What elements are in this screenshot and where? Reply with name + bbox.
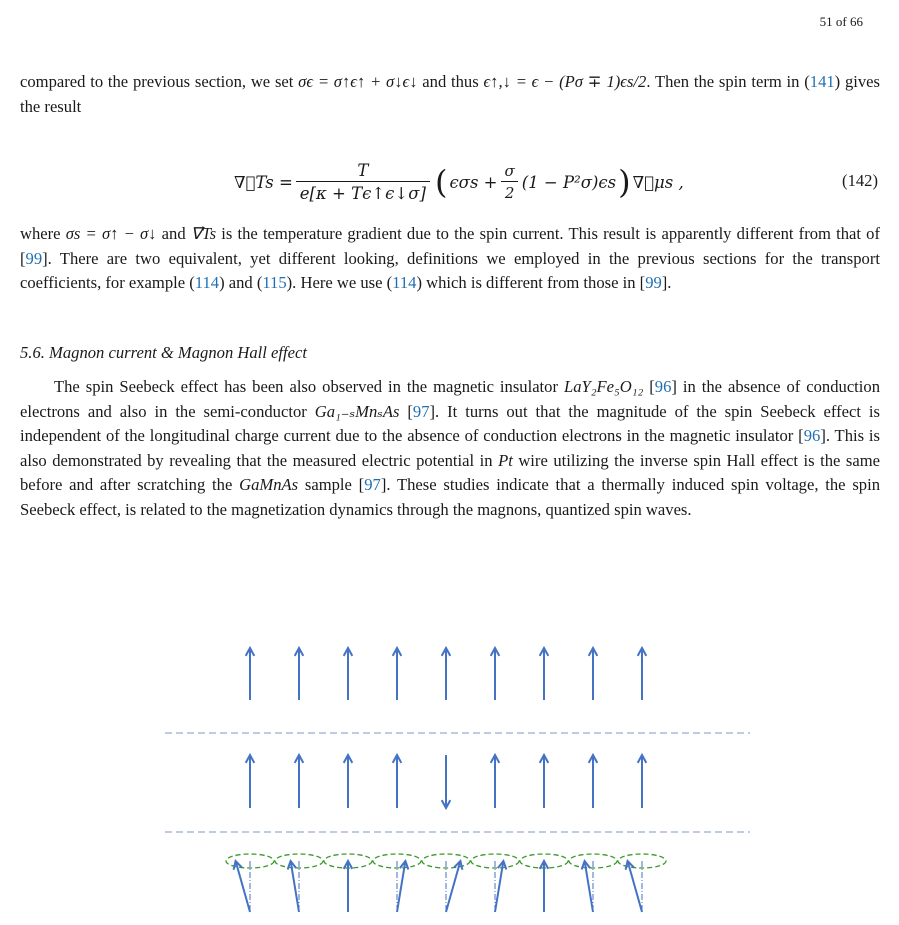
- spin-arrow-up-head: [344, 755, 353, 763]
- precessing-spin-arrow: [628, 861, 642, 912]
- spin-arrow-up-head: [393, 648, 402, 656]
- precessing-spin-arrow-head: [582, 861, 591, 869]
- spin-arrow-up-head: [540, 755, 549, 763]
- precession-ellipse: [226, 854, 274, 868]
- precession-ellipse: [618, 854, 666, 868]
- precession-ellipse: [324, 854, 372, 868]
- equation-number: (142): [842, 171, 878, 190]
- spin-arrow-up-head: [246, 755, 255, 763]
- chemical-formula: LaY₂Fe₅O₁₂: [563, 377, 644, 396]
- equation-half-fraction: $\frac{\sigma}{2}$: [500, 162, 518, 202]
- precessing-spin-arrow: [495, 861, 503, 912]
- citation-link[interactable]: 96: [654, 377, 672, 396]
- spin-arrow-down-head: [442, 800, 451, 808]
- citation-link[interactable]: 99: [25, 248, 43, 268]
- paragraph-1: compared to the previous section, we set σϵ = σ↑ϵ↑ + σ↓ϵ↓ and thus ϵ↑,↓ = ϵ − (Pσ ∓ 1)ϵs/2. Then the spin term in (141) gives the result: [20, 72, 880, 116]
- equation-term1: ϵσs +: [449, 172, 498, 192]
- precessing-spin-arrow-head: [344, 861, 353, 869]
- spin-arrow-up-head: [540, 648, 549, 656]
- chemical-formula: Pt: [498, 450, 513, 470]
- precessing-spin-arrow: [585, 861, 593, 912]
- precessing-spin-arrow: [397, 861, 405, 912]
- spin-arrow-up-head: [295, 648, 304, 656]
- precessing-spin-arrow: [291, 861, 299, 912]
- equation-ref-link[interactable]: 141: [809, 72, 835, 91]
- precessing-spin-arrow-head: [540, 861, 549, 869]
- spin-arrow-up-head: [442, 648, 451, 656]
- citation-link[interactable]: 96: [803, 426, 821, 445]
- equation-142: [0, 154, 899, 210]
- precession-ellipse: [520, 854, 568, 868]
- paragraph-3: The spin Seebeck effect has been also observed in the magnetic insulator LaY₂Fe₅O₁₂ [96] in the absence of conduction electrons and also in the semi-conductor Ga₁₋ₛMnₛAs [97]. It turns out that the magnitude of the spin Seebeck effect is independent of the longitudinal charge current due to the absence of conduction electrons in the magnetic insulator [96]. This is also demonstrated by revealing that the measured electric potential in Pt wire utilizing the inverse spin Hall effect is the same before and after scratching the GaMnAs sample [97]. These studies indicate that a thermally induced spin voltage, the spin Seebeck effect, is related to the magnetization dynamics through the magnons, quantized spin waves.: [20, 377, 881, 519]
- equation-fraction: $\frac{T}{e[\kappa + T\epsilon↑\epsilon↓\sigma]}$: [296, 161, 430, 203]
- precessing-spin-arrow-head: [400, 861, 409, 869]
- spin-arrow-up-head: [589, 648, 598, 656]
- paren-open: (: [434, 163, 448, 201]
- page-number: 51 of 66: [819, 14, 863, 29]
- precession-ellipse: [471, 854, 519, 868]
- equation-ref-link[interactable]: 115: [262, 273, 287, 292]
- precessing-spin-arrow-head: [626, 861, 634, 870]
- precessing-spin-arrow-head: [234, 861, 242, 870]
- equation-lhs: ∇⃗Ts =: [234, 172, 293, 192]
- spin-arrow-up-head: [491, 755, 500, 763]
- spin-arrow-up-head: [393, 755, 402, 763]
- equation-ref-link[interactable]: 114: [392, 273, 417, 292]
- spin-arrow-up-head: [246, 648, 255, 656]
- math-inline: ϵ↑,↓ = ϵ − (Pσ ∓ 1)ϵs/2: [483, 72, 647, 91]
- paragraph-2: where σs = σ↑ − σ↓ and ∇⃗Ts is the temperature gradient due to the spin current. This result is apparently different from that of [99]. There are two equivalent, yet different looking, definitions we employed in the previous sections for the transport coefficients, for example (114) and (115). Here we use (114) which is different from those in [99].: [20, 224, 880, 292]
- precession-ellipse: [422, 854, 470, 868]
- math-inline: σϵ = σ↑ϵ↑ + σ↓ϵ↓: [298, 72, 418, 91]
- precessing-spin-arrow: [236, 861, 250, 912]
- equation-term2: (1 − P²σ)ϵs: [521, 172, 617, 192]
- precession-ellipse: [275, 854, 323, 868]
- precessing-spin-arrow: [446, 861, 460, 912]
- precession-ellipse: [373, 854, 421, 868]
- precession-ellipse: [569, 854, 617, 868]
- precessing-spin-arrow-head: [454, 861, 462, 870]
- precessing-spin-arrow-head: [288, 861, 297, 869]
- spin-arrow-up-head: [344, 648, 353, 656]
- spin-arrow-up-head: [491, 648, 500, 656]
- paren-close: ): [618, 163, 631, 201]
- chemical-formula: Ga₁₋ₛMnₛAs: [314, 401, 400, 421]
- chemical-formula: GaMnAs: [239, 475, 299, 494]
- spin-arrow-up-head: [589, 755, 598, 763]
- spin-arrow-up-head: [638, 648, 647, 656]
- precessing-spin-arrow-head: [498, 861, 507, 869]
- section-heading: 5.6. Magnon current & Magnon Hall effect: [20, 343, 307, 362]
- spin-arrow-up-head: [295, 755, 304, 763]
- citation-link[interactable]: 97: [412, 401, 430, 421]
- spin-arrow-up-head: [638, 755, 647, 763]
- citation-link[interactable]: 99: [645, 273, 662, 292]
- citation-link[interactable]: 97: [364, 475, 381, 494]
- equation-rhs: ∇⃗μs ,: [632, 172, 684, 192]
- equation-ref-link[interactable]: 114: [194, 273, 220, 292]
